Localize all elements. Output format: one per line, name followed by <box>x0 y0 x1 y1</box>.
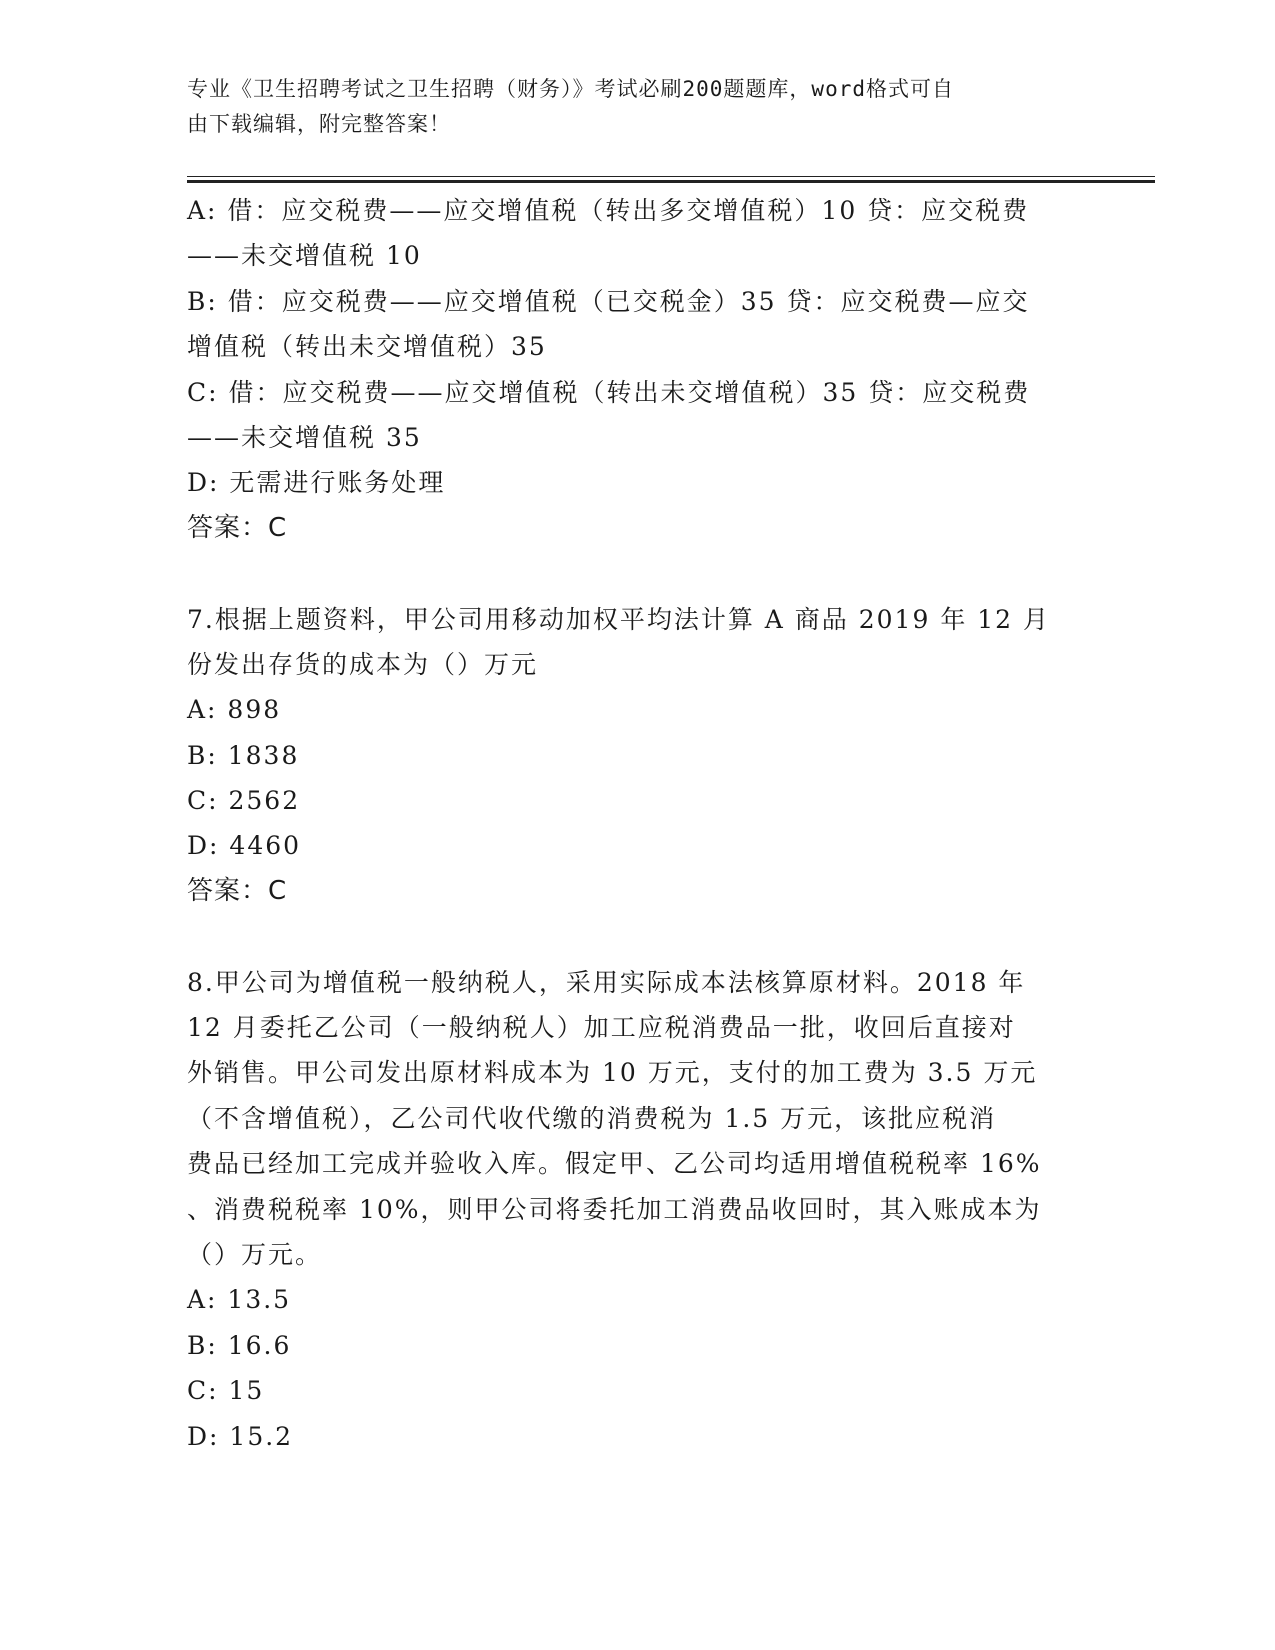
question-6-options <box>187 188 1087 551</box>
q8-stem-line-7: （）万元。 <box>187 1239 323 1269</box>
q8-stem-line-2: 12 月委托乙公司（一般纳税人）加工应税消费品一批，收回后直接对 <box>187 1013 1016 1043</box>
q8-option-a: A: 13.5 <box>187 1285 292 1315</box>
q8-option-b: B: 16.6 <box>187 1330 292 1360</box>
q6-answer: 答案：C <box>187 512 288 543</box>
q8-stem-line-1: 8.甲公司为增值税一般纳税人，采用实际成本法核算原材料。2018 年 <box>187 967 1026 997</box>
q7-stem-line-2: 份发出存货的成本为（）万元 <box>187 649 539 679</box>
spacer <box>187 551 1087 596</box>
q6-option-c-line-2: ——未交增值税 35 <box>187 422 422 452</box>
header-line-1: 专业《卫生招聘考试之卫生招聘（财务）》考试必刷200题题库，word格式可自 <box>187 77 954 101</box>
q6-option-a-line-1: A: 借：应交税费——应交增值税（转出多交增值税）10 贷：应交税费 <box>187 196 1030 225</box>
document-body <box>187 188 1087 1459</box>
q6-option-a-line-2: ——未交增值税 10 <box>187 241 422 271</box>
spacer <box>187 914 1087 959</box>
q6-option-b-line-2: 增值税（转出未交增值税）35 <box>187 332 547 362</box>
q8-stem-line-4: （不含增值税），乙公司代收代缴的消费税为 1.5 万元，该批应税消 <box>187 1103 997 1133</box>
q7-stem-line-1: 7.根据上题资料，甲公司用移动加权平均法计算 A 商品 2019 年 12 月 <box>187 604 1051 634</box>
q6-option-c-line-1: C: 借：应交税费——应交增值税（转出未交增值税）35 贷：应交税费 <box>187 377 1031 407</box>
q7-option-a: A: 898 <box>187 695 282 725</box>
header-rule-thick <box>187 180 1155 183</box>
q8-stem-line-5: 费品已经加工完成并验收入库。假定甲、乙公司均适用增值税税率 16% <box>187 1149 1042 1179</box>
q7-option-c: C: 2562 <box>187 786 301 816</box>
q7-answer: 答案：C <box>187 875 288 906</box>
q8-stem-line-6: 、消费税税率 10%，则甲公司将委托加工消费品收回时，其入账成本为 <box>187 1194 1042 1224</box>
q7-option-d: D: 4460 <box>187 831 302 861</box>
header-rule-thin <box>187 176 1155 177</box>
document-header <box>187 72 1067 142</box>
q8-option-d: D: 15.2 <box>187 1421 294 1451</box>
q8-stem-line-3: 外销售。甲公司发出原材料成本为 10 万元，支付的加工费为 3.5 万元 <box>187 1058 1038 1088</box>
q7-option-b: B: 1838 <box>187 740 300 770</box>
q8-option-c: C: 15 <box>187 1376 265 1406</box>
q6-option-b-line-1: B: 借：应交税费——应交增值税（已交税金）35 贷：应交税费—应交 <box>187 286 1030 316</box>
question-7 <box>187 597 1087 915</box>
header-line-2: 由下载编辑，附完整答案！ <box>187 112 451 136</box>
question-8 <box>187 960 1087 1459</box>
q6-option-d: D: 无需进行账务处理 <box>187 468 446 498</box>
